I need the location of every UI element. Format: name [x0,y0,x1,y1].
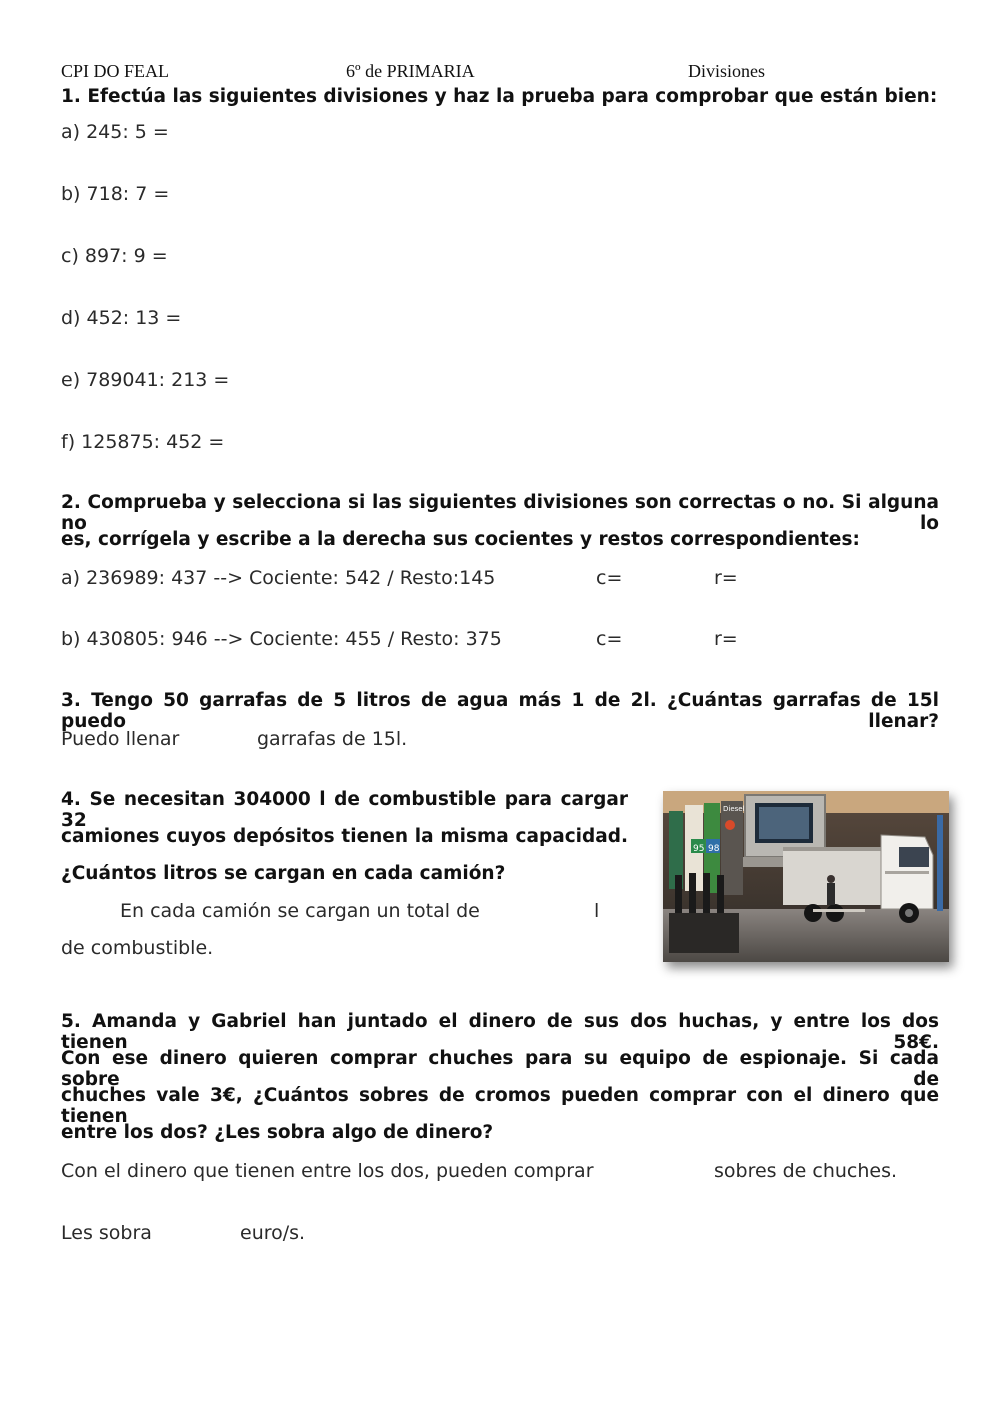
q1-item-e: e) 789041: 213 = [61,369,230,391]
q1-answer-a[interactable] [175,120,479,148]
diesel-sign: Diesel [723,805,745,813]
topic-label: Divisiones [688,61,766,81]
q1-answer-c[interactable] [175,244,479,272]
q2-b-remainder-input[interactable] [740,627,824,655]
q5-title-line2: Con ese dinero quieren comprar chuches para su equipo de espionaje. Si cada sobre de [61,1048,939,1090]
q4-title-line1: 4. Se necesitan 304000 l de combustible para cargar 32 [61,789,628,831]
q5-answer2-after: euro/s. [240,1222,306,1244]
q1-answer-b[interactable] [175,182,479,210]
q3-answer-after: garrafas de 15l. [257,728,408,750]
q2-title-line1: 2. Comprueba y selecciona si las siguientes divisiones son correctas o no. Si alguna no lo [61,492,939,534]
q5-answer1-input[interactable] [622,1159,712,1187]
q1-item-f: f) 125875: 452 = [61,431,225,453]
grade-label: 6º de PRIMARIA [346,61,475,81]
q2-item-b: b) 430805: 946 --> Cociente: 455 / Resto: 375 [61,628,502,650]
q1-answer-f[interactable] [225,430,529,458]
q5-title-line3: chuches vale 3€, ¿Cuántos sobres de cromos pueden comprar con el dinero que tienen [61,1085,939,1127]
q1-item-d: d) 452: 13 = [61,307,182,329]
q5-answer2-before: Les sobra [61,1222,152,1244]
q4-answer-before: En cada camión se cargan un total de [120,900,480,922]
q2-a-quotient-label: c= [596,567,623,589]
q2-a-remainder-input[interactable] [740,566,824,594]
q1-item-c: c) 897: 9 = [61,245,168,267]
q1-item-b: b) 718: 7 = [61,183,170,205]
q3-title: 3. Tengo 50 garrafas de 5 litros de agua más 1 de 2l. ¿Cuántas garrafas de 15l puedo llenar? [61,690,939,732]
q2-title-line2: es, corrígela y escribe a la derecha sus cocientes y restos correspondientes: [61,529,860,550]
q5-answer1-before: Con el dinero que tienen entre los dos, pueden comprar [61,1160,594,1182]
school-name: CPI DO FEAL [61,61,170,81]
q5-answer2-input[interactable] [160,1221,236,1249]
q5-title-line1: 5. Amanda y Gabriel han juntado el dinero de sus dos huchas, y entre los dos tienen 58€. [61,1011,939,1053]
pump-label-98: 98 [708,844,720,854]
q3-answer-input[interactable] [190,727,254,755]
q3-answer-before: Puedo llenar [61,728,180,750]
q4-answer-unit: l [594,900,600,922]
q4-answer-input[interactable] [508,899,594,927]
q1-answer-e[interactable] [230,368,534,396]
q4-title-line3: ¿Cuántos litros se cargan en cada camión? [61,863,506,884]
q5-title-line4: entre los dos? ¿Les sobra algo de dinero? [61,1122,494,1143]
q4-answer-after: de combustible. [61,937,214,959]
q2-item-a: a) 236989: 437 --> Cociente: 542 / Resto:145 [61,567,496,589]
q2-a-quotient-input[interactable] [625,566,709,594]
q4-title-line2: camiones cuyos depósitos tienen la misma capacidad. [61,826,628,847]
q2-a-remainder-label: r= [714,567,738,589]
q1-title: 1. Efectúa las siguientes divisiones y haz la prueba para comprobar que están bien: [61,86,938,107]
q1-item-a: a) 245: 5 = [61,121,169,143]
q2-b-quotient-input[interactable] [625,627,709,655]
q2-b-remainder-label: r= [714,628,738,650]
q2-b-quotient-label: c= [596,628,623,650]
q5-answer1-after: sobres de chuches. [714,1160,898,1182]
gas-station-photo [663,791,949,962]
q1-answer-d[interactable] [185,306,489,334]
pump-label-95: 95 [693,844,705,854]
